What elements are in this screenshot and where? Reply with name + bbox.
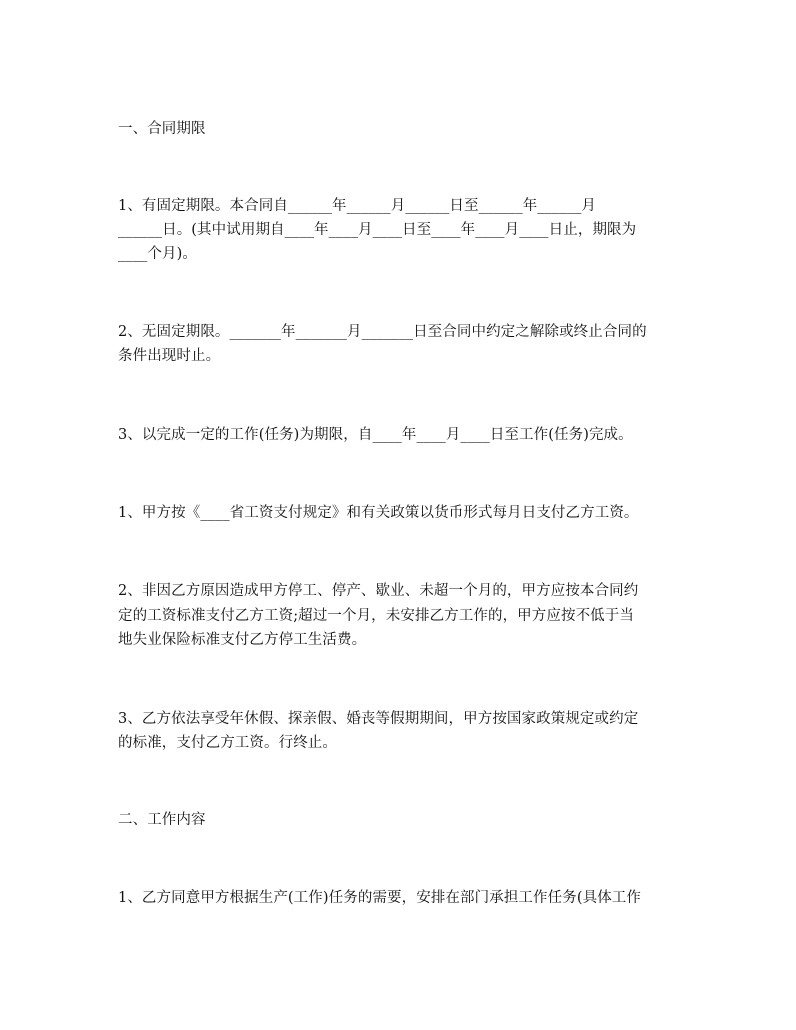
paragraph-line: 的标准，支付乙方工资。行终止。 bbox=[118, 735, 337, 751]
paragraph-line: ______日。(其中试用期自____年____月____日至____年____月____日止，期限为 bbox=[118, 222, 637, 238]
paragraph-line: 定的工资标准支付乙方工资;超过一个月，未安排乙方工作的，甲方应按不低于当 bbox=[118, 608, 634, 624]
paragraph-line: 1、甲方按《____省工资支付规定》和有关政策以货币形式每月日支付乙方工资。 bbox=[118, 505, 639, 521]
paragraph-line: 地失业保险标准支付乙方停工生活费。 bbox=[118, 632, 367, 648]
section-heading-work-content: 二、工作内容 bbox=[118, 812, 206, 828]
paragraph-line: 2、无固定期限。_______年_______月_______日至合同中约定之解除或终止合同的 bbox=[118, 324, 647, 340]
paragraph-line: ____个月)。 bbox=[118, 246, 197, 262]
section-heading-contract-term: 一、合同期限 bbox=[118, 121, 206, 137]
paragraph-line: 1、乙方同意甲方根据生产(工作)任务的需要，安排在部门承担工作任务(具体工作 bbox=[118, 890, 641, 906]
paragraph-line: 3、乙方依法享受年休假、探亲假、婚丧等假期期间，甲方按国家政策规定或约定 bbox=[118, 711, 639, 727]
paragraph-line: 3、以完成一定的工作(任务)为期限，自____年____月____日至工作(任务)完成。 bbox=[118, 427, 633, 443]
paragraph-line: 2、非因乙方原因造成甲方停工、停产、歇业、未超一个月的，甲方应按本合同约 bbox=[118, 583, 639, 599]
paragraph-line: 条件出现时止。 bbox=[118, 348, 221, 364]
paragraph-line: 1、有固定期限。本合同自______年______月______日至______年______月 bbox=[118, 198, 597, 214]
